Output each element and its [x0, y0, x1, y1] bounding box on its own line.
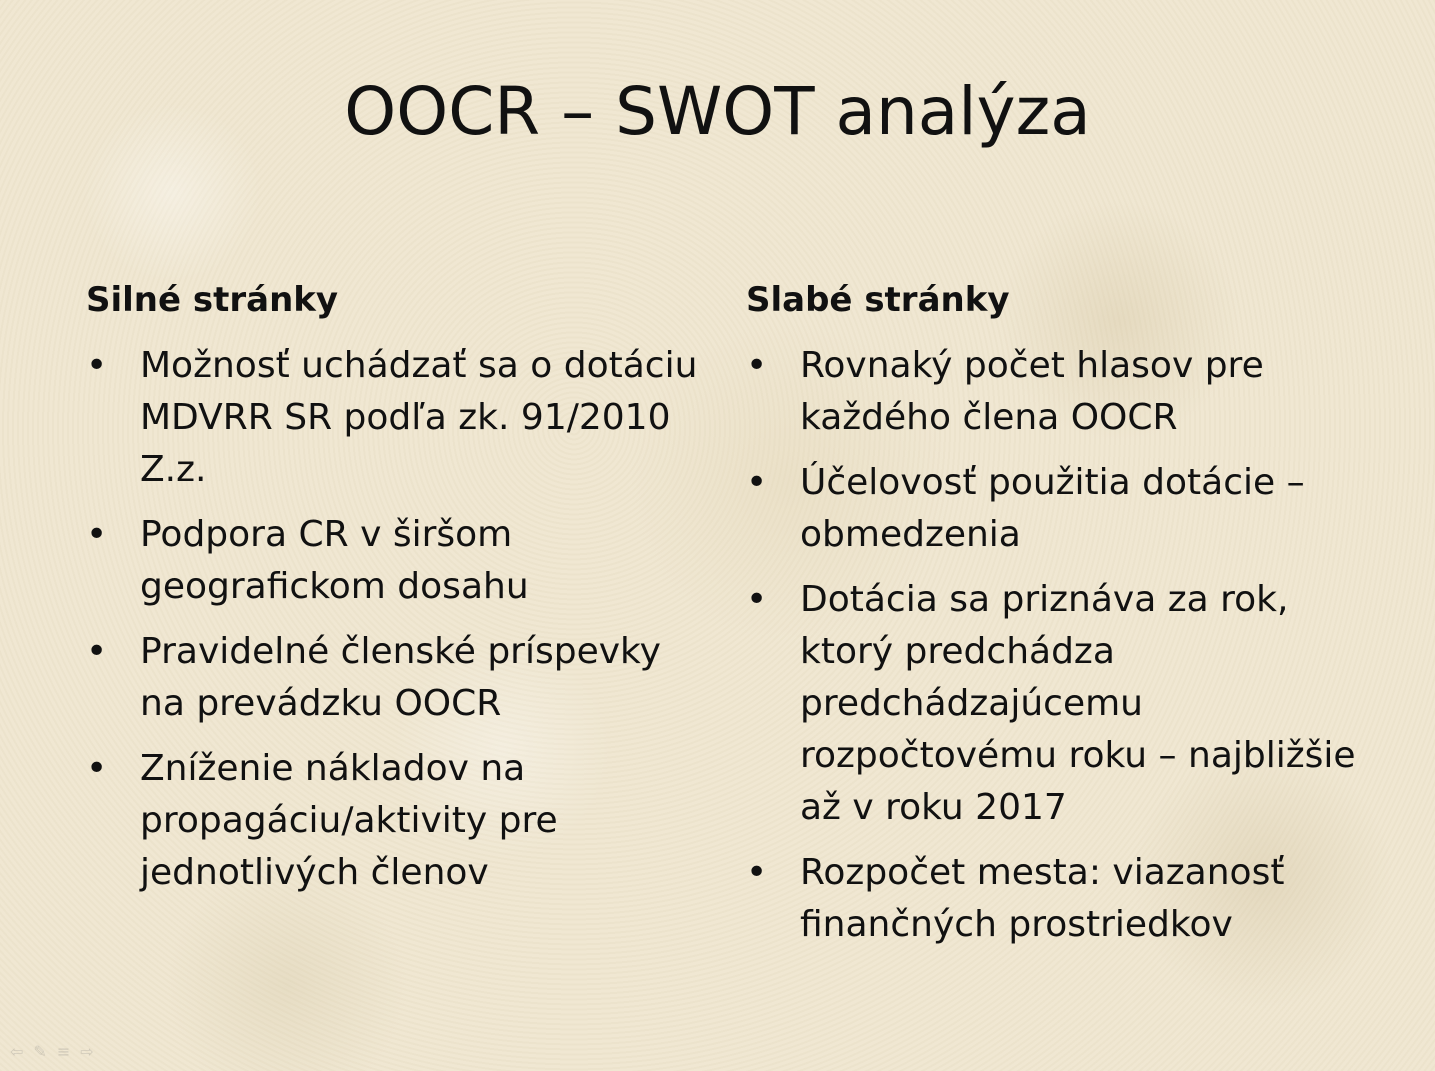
- list-item-text: Pravidelné členské príspevky na prevádzku OOCR: [140, 631, 661, 724]
- arrow-left-icon[interactable]: ⇦: [10, 1042, 24, 1061]
- list-item: [746, 847, 1386, 951]
- slideshow-nav: [10, 1042, 94, 1061]
- list-item-text: Zníženie nákladov na propagáciu/aktivity pre jednotlivých členov: [140, 748, 558, 893]
- arrow-right-icon[interactable]: ⇨: [80, 1042, 94, 1061]
- bullet-icon: •: [86, 631, 108, 672]
- list-item: [746, 457, 1386, 561]
- bullet-icon: •: [86, 345, 108, 386]
- list-item-text: Účelovosť použitia dotácie – obmedzenia: [800, 462, 1305, 555]
- list-item-text: Dotácia sa priznáva za rok, ktorý predchádza predchádzajúcemu rozpočtovému roku – najbližšie až v roku 2017: [800, 579, 1356, 828]
- weaknesses-column: [746, 274, 1386, 964]
- list-item: [746, 574, 1386, 834]
- strengths-heading: Silné stránky: [86, 280, 339, 320]
- menu-icon[interactable]: ≡: [56, 1042, 71, 1061]
- bullet-icon: •: [746, 462, 768, 503]
- list-item: [86, 509, 706, 613]
- strengths-column: [86, 274, 706, 912]
- pen-icon[interactable]: ✎: [33, 1042, 47, 1061]
- bullet-icon: •: [746, 579, 768, 620]
- weaknesses-heading: Slabé stránky: [746, 280, 1010, 320]
- weaknesses-list: [746, 340, 1386, 951]
- list-item-text: Možnosť uchádzať sa o dotáciu MDVRR SR podľa zk. 91/2010 Z.z.: [140, 345, 698, 490]
- list-item-text: Rozpočet mesta: viazanosť finančných prostriedkov: [800, 852, 1285, 945]
- list-item-text: Podpora CR v širšom geografickom dosahu: [140, 514, 529, 607]
- bullet-icon: •: [746, 345, 768, 386]
- bullet-icon: •: [86, 514, 108, 555]
- list-item-text: Rovnaký počet hlasov pre každého člena OOCR: [800, 345, 1264, 438]
- list-item: [86, 743, 706, 899]
- bullet-icon: •: [86, 748, 108, 789]
- bullet-icon: •: [746, 852, 768, 893]
- strengths-list: [86, 340, 706, 899]
- list-item: [746, 340, 1386, 444]
- list-item: [86, 340, 706, 496]
- list-item: [86, 626, 706, 730]
- slide-title: OOCR – SWOT analýza: [344, 73, 1091, 150]
